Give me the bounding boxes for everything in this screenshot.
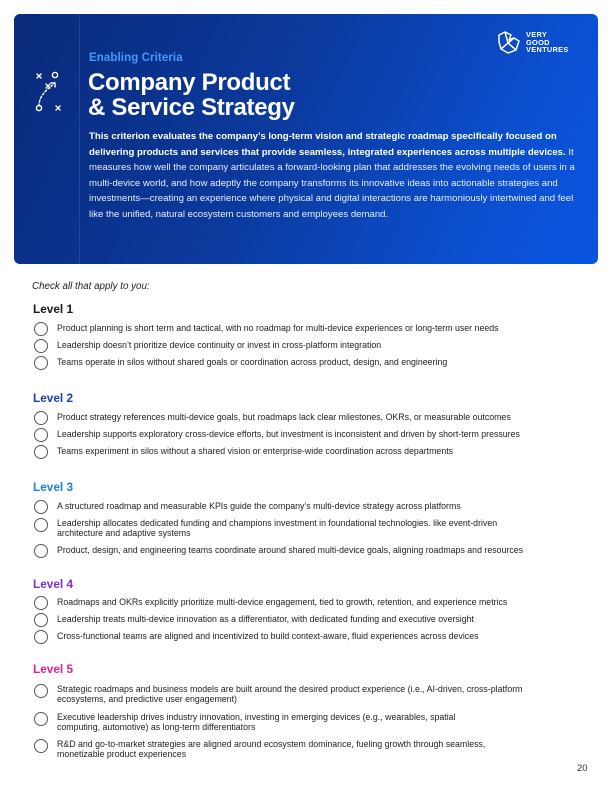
level-3-item-2[interactable] xyxy=(34,518,589,542)
eyebrow-label: Enabling Criteria xyxy=(89,52,183,64)
item-text: Teams experiment in silos without a shared vision or enterprise-wide coordination across departments xyxy=(57,446,454,456)
item-text: Leadership supports exploratory cross-device efforts, but investment is inconsistent and driven by short-term pressures xyxy=(57,429,520,439)
check-hint: Check all that apply to you: xyxy=(32,281,150,292)
vgv-logo-icon xyxy=(496,29,522,55)
level-4-item-1[interactable] xyxy=(34,596,589,612)
level-2-heading: Level 2 xyxy=(33,391,74,405)
header-banner xyxy=(14,14,598,264)
level-1-heading: Level 1 xyxy=(33,302,74,316)
level-2-item-2[interactable] xyxy=(34,428,589,444)
intro-paragraph xyxy=(89,129,585,222)
logo-line-2: GOOD xyxy=(526,37,550,47)
logo-line-1: VERY xyxy=(526,30,548,39)
item-text: Product planning is short term and tactical, with no roadmap for multi-device experiences or long-term user needs xyxy=(57,323,499,333)
item-text: A structured roadmap and measurable KPIs guide the company’s multi-device strategy across platforms xyxy=(57,501,461,511)
title-line-1: Company Product xyxy=(88,69,291,96)
level-5-item-1[interactable] xyxy=(34,684,589,708)
checkbox[interactable] xyxy=(34,596,48,610)
intro-rest: It measures how well the company articulates a forward-looking plan that addresses the evolving needs of users in a multi-device world, and how adeptly the company transforms its innovative ideas into actionable strategies and investments—creating an experience where physical and digital interactions are harmoniously intertwined and feel like the unified, natural ecosystem customers and employees demand. xyxy=(89,146,575,220)
vgv-logo-text xyxy=(526,31,569,54)
page-number: 20 xyxy=(577,763,588,774)
header-divider xyxy=(79,14,80,264)
intro-bold: This criterion evaluates the company’s long-term vision and strategic roadmap specifically focused on delivering products and services that provide seamless, integrated experiences across multiple devices. xyxy=(89,131,566,158)
logo-line-3: VENTURES xyxy=(526,45,569,55)
checkbox[interactable] xyxy=(34,712,48,726)
level-2-item-3[interactable] xyxy=(34,445,589,461)
checkbox[interactable] xyxy=(34,630,48,644)
checkbox[interactable] xyxy=(34,428,48,442)
item-text: Product, design, and engineering teams coordinate around shared multi-device goals, aligning roadmaps and resources xyxy=(57,545,524,555)
level-4-item-2[interactable] xyxy=(34,613,589,629)
checkbox[interactable] xyxy=(34,322,48,336)
item-text: Teams operate in silos without shared goals or coordination across product, design, and engineering xyxy=(57,357,448,367)
level-4-heading: Level 4 xyxy=(33,577,74,591)
page-title xyxy=(88,70,388,120)
strategy-play-icon xyxy=(34,70,74,114)
item-text: Leadership doesn’t prioritize device continuity or invest in cross-platform integration xyxy=(57,340,382,350)
checkbox[interactable] xyxy=(34,445,48,459)
level-1-item-3[interactable] xyxy=(34,356,589,372)
checkbox[interactable] xyxy=(34,356,48,370)
item-text: Cross-functional teams are aligned and incentivized to build context-aware, fluid experiences across devices xyxy=(57,631,479,641)
level-5-item-2[interactable] xyxy=(34,712,589,736)
checkbox[interactable] xyxy=(34,684,48,698)
checkbox[interactable] xyxy=(34,411,48,425)
level-5-item-3[interactable] xyxy=(34,739,589,763)
checkbox[interactable] xyxy=(34,500,48,514)
level-1-item-1[interactable] xyxy=(34,322,589,338)
level-1-item-2[interactable] xyxy=(34,339,589,355)
checkbox[interactable] xyxy=(34,739,48,753)
level-2-item-1[interactable] xyxy=(34,411,589,427)
level-3-item-3[interactable] xyxy=(34,544,589,560)
checkbox[interactable] xyxy=(34,339,48,353)
checkbox[interactable] xyxy=(34,518,48,532)
level-3-heading: Level 3 xyxy=(33,480,74,494)
item-text: Product strategy references multi-device goals, but roadmaps lack clear milestones, OKRs, or measurable outcomes xyxy=(57,412,511,422)
level-5-heading: Level 5 xyxy=(33,662,74,676)
checkbox[interactable] xyxy=(34,544,48,558)
title-line-2: & Service Strategy xyxy=(88,94,295,121)
item-text: Leadership treats multi-device innovation as a differentiator, with dedicated funding and executive oversight xyxy=(57,614,474,624)
level-3-item-1[interactable] xyxy=(34,500,589,516)
item-text: Leadership allocates dedicated funding and champions investment in foundational technologies. like event-driven architecture and adaptive systems xyxy=(57,518,498,538)
level-4-item-3[interactable] xyxy=(34,630,589,646)
item-text: Roadmaps and OKRs explicitly prioritize multi-device engagement, tied to growth, retention, and experience metrics xyxy=(57,597,508,607)
item-text: Strategic roadmaps and business models are built around the desired product experience (i.e., AI-driven, cross-platform ecosystems, and predictive user engagement) xyxy=(57,684,523,704)
item-text: R&D and go-to-market strategies are aligned around ecosystem dominance, fueling growth through seamless, monetizable product experiences xyxy=(57,739,486,759)
vgv-logo xyxy=(496,29,596,57)
item-text: Executive leadership drives industry innovation, investing in emerging devices (e.g., wearables, spatial computing, automotive) as long-term differentiators xyxy=(57,712,456,732)
checkbox[interactable] xyxy=(34,613,48,627)
